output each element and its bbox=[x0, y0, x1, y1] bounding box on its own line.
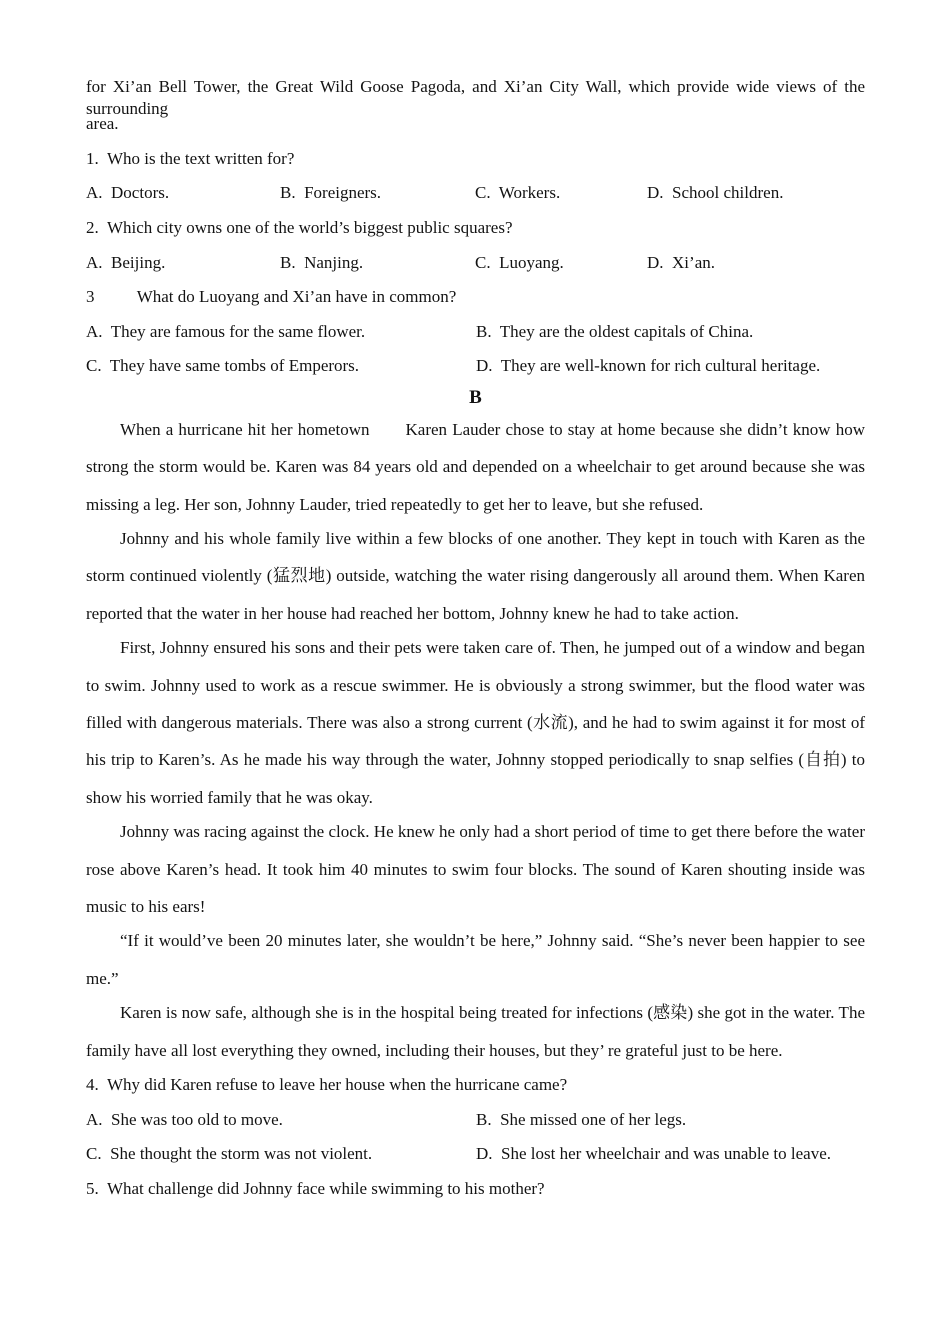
option-a: A. They are famous for the same flower. bbox=[86, 322, 366, 341]
paragraph-line: strong the storm would be. Karen was 84 years old and depended on a wheelchair to get around because she was bbox=[86, 457, 865, 476]
paragraph-line: filled with dangerous materials. There was also a strong current (水流), and he had to swim against it for most of bbox=[86, 713, 865, 732]
paragraph-line: First, Johnny ensured his sons and their pets were taken care of. Then, he jumped out of a window and began bbox=[120, 638, 865, 657]
option-b: B. She missed one of her legs. bbox=[476, 1110, 687, 1129]
paragraph-line: Johnny and his whole family live within a few blocks of one another. They kept in touch with Karen as the bbox=[120, 529, 865, 548]
paragraph-line: rose above Karen’s head. It took him 40 minutes to swim four blocks. The sound of Karen shouting inside was bbox=[86, 860, 865, 879]
paragraph-line: Karen is now safe, although she is in the hospital being treated for infections (感染) she got in the water. The bbox=[120, 1003, 865, 1022]
paragraph-line: reported that the water in her house had reached her bottom, Johnny knew he had to take action. bbox=[86, 604, 739, 623]
question-4: 4. Why did Karen refuse to leave her house when the hurricane came? bbox=[86, 1075, 568, 1094]
paragraph-line: Johnny was racing against the clock. He knew he only had a short period of time to get there before the water bbox=[120, 822, 865, 841]
question-4-options-row-1 bbox=[86, 1109, 865, 1131]
option-c: C. She thought the storm was not violent. bbox=[86, 1144, 373, 1163]
paragraph-line: his trip to Karen’s. As he made his way through the water, Johnny stopped periodically to snap selfies (自拍) to bbox=[86, 750, 865, 769]
paragraph-line: for Xi’an Bell Tower, the Great Wild Goose Pagoda, and Xi’an City Wall, which provide wide views of the surrounding bbox=[86, 77, 865, 118]
question-2: 2. Which city owns one of the world’s biggest public squares? bbox=[86, 218, 513, 237]
paragraph-line: “If it would’ve been 20 minutes later, she wouldn’t be here,” Johnny said. “She’s never been happier to see bbox=[120, 931, 865, 950]
question-4-options-row-2 bbox=[86, 1143, 865, 1165]
option-a: A. She was too old to move. bbox=[86, 1110, 283, 1129]
option-c: C. They have same tombs of Emperors. bbox=[86, 356, 360, 375]
paragraph-line: missing a leg. Her son, Johnny Lauder, tried repeatedly to get her to leave, but she refused. bbox=[86, 495, 704, 514]
option-b: B. Nanjing. bbox=[280, 253, 364, 272]
option-d: D. They are well-known for rich cultural heritage. bbox=[476, 356, 821, 375]
option-a: A. Beijing. bbox=[86, 253, 166, 272]
option-a: A. Doctors. bbox=[86, 183, 170, 202]
paragraph-line: to swim. Johnny used to work as a rescue swimmer. He is obviously a strong swimmer, but the flood water was bbox=[86, 676, 865, 695]
option-c: C. Workers. bbox=[475, 183, 561, 202]
question-3-options-row-2 bbox=[86, 355, 865, 377]
paragraph-line: When a hurricane hit her hometown Karen Lauder chose to stay at home because she didn’t know how bbox=[120, 420, 865, 439]
paragraph-line: show his worried family that he was okay. bbox=[86, 788, 373, 807]
paragraph-line: music to his ears! bbox=[86, 897, 206, 916]
option-c: C. Luoyang. bbox=[475, 253, 564, 272]
question-3-options-row-1 bbox=[86, 321, 865, 343]
question-2-options-row bbox=[86, 252, 865, 274]
question-3: 3 What do Luoyang and Xi’an have in common? bbox=[86, 287, 457, 306]
paragraph-line: me.” bbox=[86, 969, 119, 988]
question-1: 1. Who is the text written for? bbox=[86, 149, 295, 168]
question-1-options-row bbox=[86, 182, 865, 204]
paragraph-line: storm continued violently (猛烈地) outside, watching the water rising dangerously all around them. When Karen bbox=[86, 566, 865, 585]
paragraph-line: area. bbox=[86, 114, 119, 133]
paragraph-line: family have all lost everything they owned, including their houses, but they’ re grateful just to be here. bbox=[86, 1041, 783, 1060]
option-d: D. School children. bbox=[647, 183, 784, 202]
option-b: B. They are the oldest capitals of China. bbox=[476, 322, 754, 341]
option-d: D. She lost her wheelchair and was unable to leave. bbox=[476, 1144, 831, 1163]
option-b: B. Foreigners. bbox=[280, 183, 382, 202]
section-heading-b: B bbox=[469, 387, 482, 408]
question-5: 5. What challenge did Johnny face while swimming to his mother? bbox=[86, 1179, 545, 1198]
option-d: D. Xi’an. bbox=[647, 253, 715, 272]
